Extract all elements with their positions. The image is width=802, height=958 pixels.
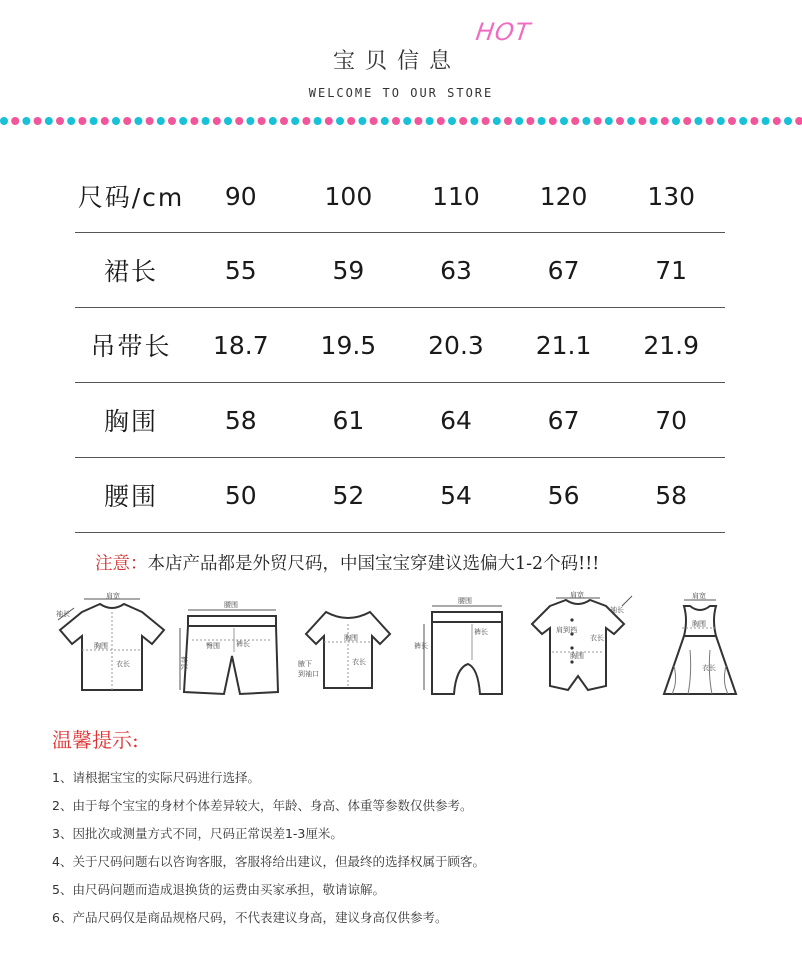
garment-label: 裤长 [236,640,250,648]
table-cell: 71 [617,233,725,308]
divider-dot [381,117,389,125]
romper-measure-icon [526,590,636,702]
divider-dot [762,117,770,125]
tips-title: 温馨提示: [52,728,139,752]
divider-dot [538,117,546,125]
divider-dot [795,117,802,125]
table-cell: 59 [295,233,403,308]
divider-dot [773,117,781,125]
table-cell: 19.5 [295,308,403,383]
garment-label: 裤长 [180,656,188,670]
table-cell: 67 [510,383,618,458]
measurement-guide [52,590,752,705]
table-row [75,233,725,308]
divider-dot [650,117,658,125]
divider-dot [347,117,355,125]
table-cell: 58 [187,383,295,458]
divider-dot [269,117,277,125]
divider-dot [683,117,691,125]
divider-dot [638,117,646,125]
divider-dot [403,117,411,125]
divider-dot [594,117,602,125]
size-header-cell: 100 [295,160,403,233]
garment-label: 衣长 [590,634,604,642]
divider-dot [11,117,19,125]
divider-dot [392,117,400,125]
divider-dot [728,117,736,125]
divider-dot [358,117,366,125]
garment-label: 肩宽 [692,592,706,600]
divider-dot [504,117,512,125]
divider-dot [168,117,176,125]
tip-item: 6、产品尺码仅是商品规格尺码，不代表建议身高，建议身高仅供参考。 [52,910,448,925]
welcome-subtitle: WELCOME TO OUR STORE [308,86,494,100]
table-row [75,308,725,383]
divider-dot [448,117,456,125]
divider-dot [291,117,299,125]
table-cell: 55 [187,233,295,308]
tips-list [52,768,485,936]
divider-dot [426,117,434,125]
divider-dot [190,117,198,125]
size-header-cell: 110 [402,160,510,233]
garment-label: 衣长 [116,660,130,668]
divider-dot [560,117,568,125]
table-cell: 64 [402,383,510,458]
dress-measure-icon [650,590,750,702]
divider-dot [112,117,120,125]
divider-dot [157,117,165,125]
divider-dot [90,117,98,125]
hot-badge: HOT [474,18,533,46]
garment-label: 胸围 [570,652,584,660]
divider-dot [482,117,490,125]
divider-dot [45,117,53,125]
table-cell: 58 [617,458,725,533]
row-label: 胸围 [75,383,187,458]
table-cell: 56 [510,458,618,533]
table-cell: 18.7 [187,308,295,383]
garment-label: 到袖口 [298,670,319,678]
table-cell: 50 [187,458,295,533]
raglan-tee-measure-icon [298,590,398,702]
garment-label: 袖长 [56,610,70,618]
table-cell: 20.3 [402,308,510,383]
divider-dot [325,117,333,125]
divider-dot [661,117,669,125]
divider-dot [235,117,243,125]
divider-dot [314,117,322,125]
row-label: 腰围 [75,458,187,533]
table-cell: 67 [510,233,618,308]
pants-measure-icon [412,590,512,702]
garment-label: 胸围 [344,634,358,642]
divider-dot [134,117,142,125]
size-table [75,160,725,533]
notice-prefix: 注意： [95,554,148,574]
divider-dot [146,117,154,125]
divider-dot [414,117,422,125]
tip-item: 1、请根据宝宝的实际尺码进行选择。 [52,770,260,785]
notice-text: 本店产品都是外贸尺码，中国宝宝穿建议选偏大1-2个码!!! [147,554,600,574]
page-title: 宝贝信息 [332,49,461,74]
divider-dot [78,117,86,125]
garment-label: 裤长 [414,642,428,650]
garment-label: 臀围 [206,642,220,650]
garment-label: 肩宽 [570,591,584,599]
divider-dot [336,117,344,125]
garment-label: 胸围 [692,620,706,628]
divider-dot [179,117,187,125]
tip-item: 2、由于每个宝宝的身材个体差异较大，年龄、身高、体重等参数仅供参考。 [52,798,473,813]
tip-item: 5、由尺码问题而造成退换货的运费由买家承担，敬请谅解。 [52,882,385,897]
size-header-label: 尺码/cm [75,160,187,233]
divider-dot [67,117,75,125]
row-label: 吊带长 [75,308,187,383]
tip-item: 4、关于尺码问题右以咨询客服，客服将给出建议，但最终的选择权属于顾客。 [52,854,485,869]
divider-dot [515,117,523,125]
divider-dot [22,117,30,125]
garment-label: 肩到裆 [556,626,577,634]
garment-label: 腋下 [298,660,312,668]
divider-dot [526,117,534,125]
divider-dot [784,117,792,125]
size-header-row [75,160,725,233]
table-cell: 70 [617,383,725,458]
divider-dot [605,117,613,125]
table-cell: 54 [402,458,510,533]
shorts-measure-icon [178,590,284,702]
divider-dot [246,117,254,125]
divider-dot [694,117,702,125]
divider-dot [672,117,680,125]
table-cell: 21.1 [510,308,618,383]
divider-dot [258,117,266,125]
size-header-cell: 130 [617,160,725,233]
divider-dot [302,117,310,125]
divider-dot [56,117,64,125]
divider-dot [370,117,378,125]
divider-dot [123,117,131,125]
divider-dot [213,117,221,125]
table-row [75,383,725,458]
divider-dot [739,117,747,125]
dotted-divider [0,116,802,126]
divider-dot [706,117,714,125]
divider-dot [34,117,42,125]
divider-dot [0,117,8,125]
divider-dot [493,117,501,125]
garment-label: 衣长 [702,664,716,672]
divider-dot [750,117,758,125]
garment-label: 腰围 [458,597,472,605]
garment-label: 衣长 [352,658,366,666]
divider-dot [627,117,635,125]
size-notice [95,550,599,575]
tshirt-measure-icon [52,590,170,702]
table-cell: 21.9 [617,308,725,383]
tip-item: 3、因批次或测量方式不同，尺码正常误差1-3厘米。 [52,826,343,841]
divider-dot [616,117,624,125]
divider-dot [582,117,590,125]
page-header [0,0,802,140]
divider-dot [101,117,109,125]
divider-dot [549,117,557,125]
table-cell: 63 [402,233,510,308]
size-header-cell: 120 [510,160,618,233]
divider-dot [202,117,210,125]
divider-dot [224,117,232,125]
divider-dot [459,117,467,125]
garment-label: 腰围 [224,601,238,609]
divider-dot [571,117,579,125]
size-header-cell: 90 [187,160,295,233]
garment-label: 肩宽 [106,592,120,600]
divider-dot [437,117,445,125]
garment-label: 袖长 [610,606,624,614]
row-label: 裙长 [75,233,187,308]
table-cell: 52 [295,458,403,533]
divider-dot [717,117,725,125]
table-row [75,458,725,533]
table-cell: 61 [295,383,403,458]
divider-dot [280,117,288,125]
divider-dot [470,117,478,125]
garment-label: 胸围 [94,642,108,650]
garment-label: 裤长 [474,628,488,636]
